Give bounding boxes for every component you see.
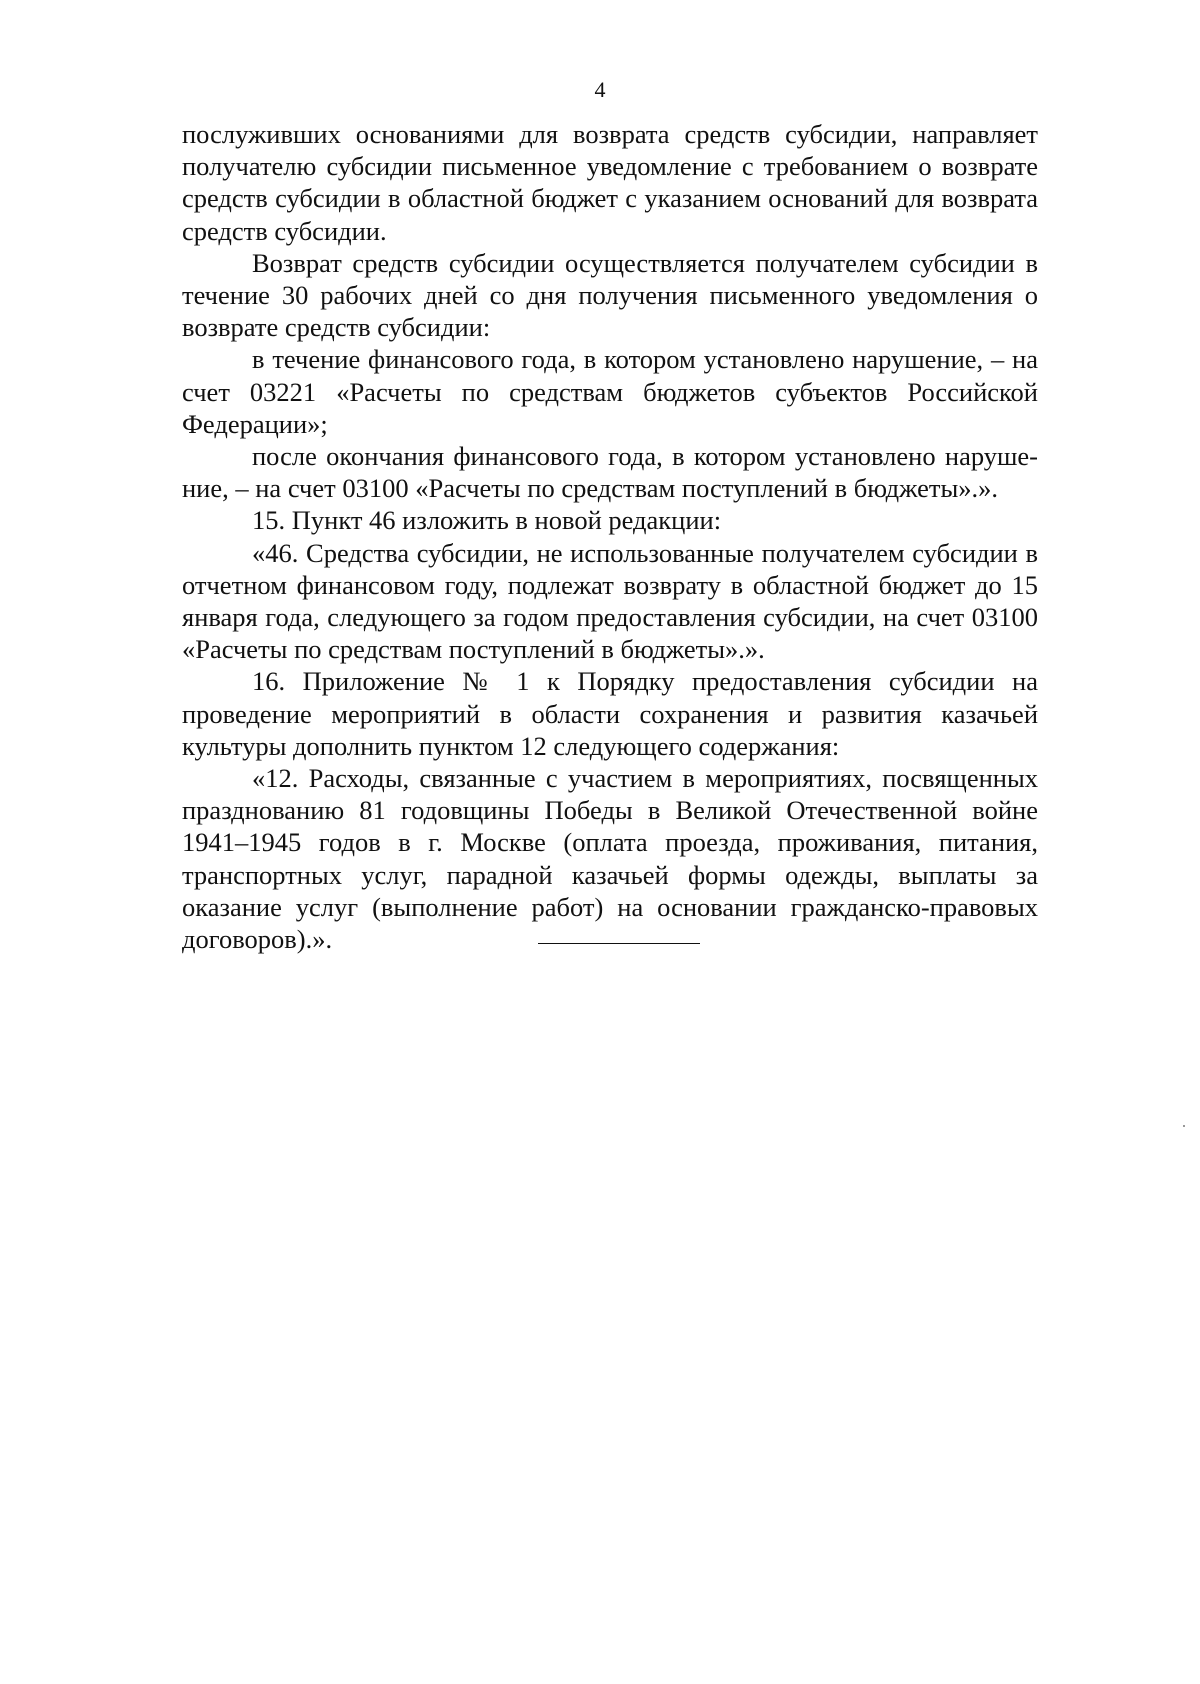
closing-divider bbox=[538, 943, 700, 944]
page-number: 4 bbox=[594, 77, 606, 102]
document-body bbox=[182, 118, 1038, 955]
paragraph-5: 15. Пункт 46 изложить в новой редакции: bbox=[252, 505, 722, 536]
paragraph-6: «46. Средства субсидии, не использованные получателем субсидии в отчетном финансовом году, подлежат возврату в областной бюджет до 15 января года, следующего за годом предоставления субсидии, на счет 03100 «Расчеты по средствам поступлений в бюджеты».». bbox=[182, 537, 1038, 665]
paragraph-7: 16. Приложение № 1 к Порядку предоставления субсидии на проведение мероприятий в области сохранения и развития казачьей культуры дополнить пунктом 12 следующего содержания: bbox=[182, 666, 1038, 761]
paragraph-2: Возврат средств субсидии осуществляется получателем субсидии в течение 30 рабочих дней со дня получения письменного уведомления о возврате средств субсидии: bbox=[182, 247, 1038, 343]
paragraph-1: послуживших основаниями для возврата средств субсидии, направляет получателю субсидии письменное уведомление с требованием о возврате средств субсидии в областной бюджет с указанием оснований для возврата средств субсидии. bbox=[182, 119, 1038, 246]
paragraph-3: в течение финансового года, в котором установлено нарушение, – на счет 03221 «Расчеты по средствам бюджетов субъектов Российской Федерации»; bbox=[182, 344, 1038, 439]
paragraph-4: после окончания финансового года, в котором установлено наруше-ние, – на счет 03100 «Расчеты по средствам поступлений в бюджеты».». bbox=[182, 441, 1038, 504]
paragraph-8: «12. Расходы, связанные с участием в мероприятиях, посвященных празднованию 81 годовщины Победы в Великой Отечественной войне 1941–1945 годов в г. Москве (оплата проезда, проживания, питания, транспортных услуг, парадной казачьей формы одежды, выплаты за оказание услуг (выполнение работ) на основании гражданско-правовых договоров).». bbox=[182, 763, 1038, 955]
scan-speck bbox=[1183, 1125, 1185, 1127]
